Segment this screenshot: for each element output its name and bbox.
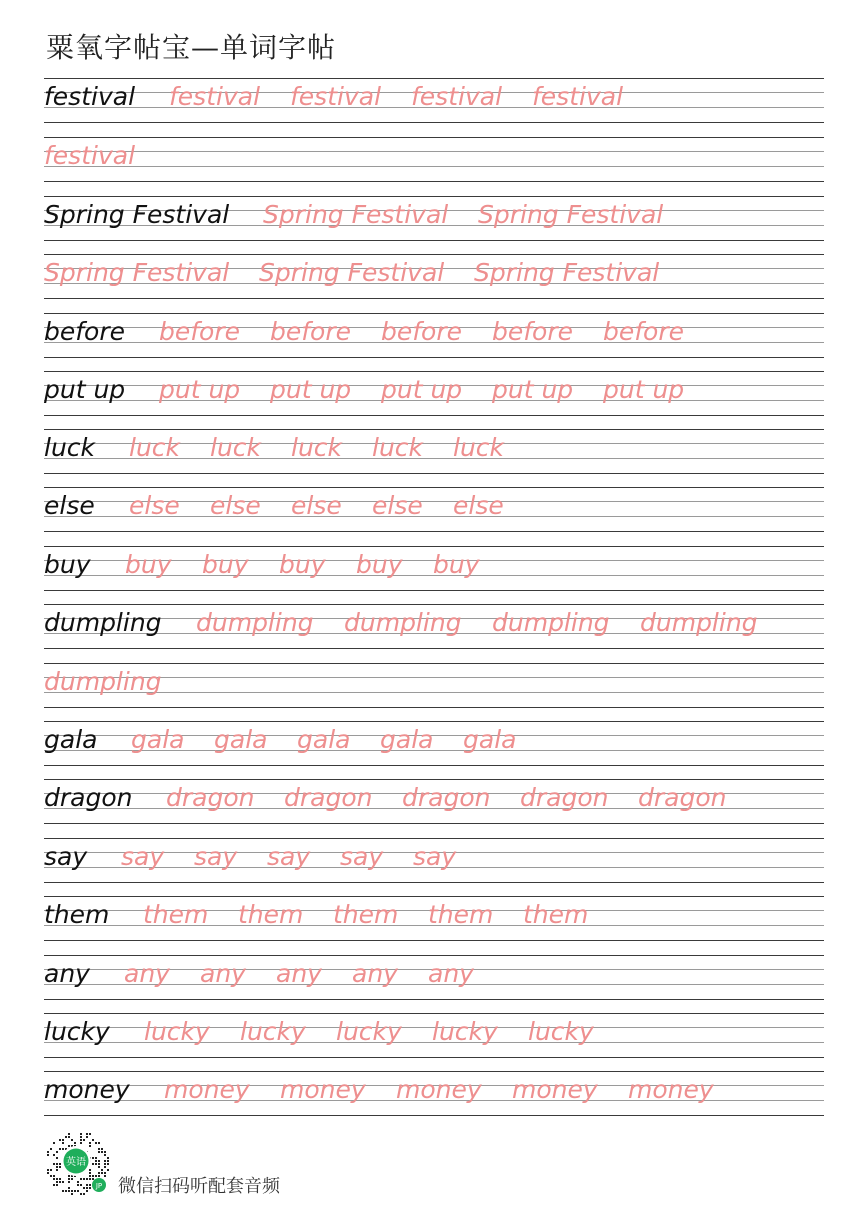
- trace-word: else: [453, 491, 504, 520]
- guide-line: [44, 1013, 824, 1014]
- practice-row: [44, 78, 824, 122]
- trace-word: say: [194, 842, 238, 871]
- guide-line: [44, 196, 824, 197]
- model-word: dragon: [44, 783, 133, 812]
- guide-line: [44, 1057, 824, 1058]
- trace-word: money: [164, 1075, 250, 1104]
- guide-line: [44, 137, 824, 138]
- trace-word: Spring Festival: [259, 258, 445, 287]
- trace-word: luck: [453, 433, 505, 462]
- guide-line: [44, 779, 824, 780]
- practice-row: [44, 487, 824, 531]
- trace-word: gala: [214, 725, 268, 754]
- practice-row: [44, 313, 824, 357]
- trace-word: put up: [381, 375, 463, 404]
- trace-word: buy: [125, 550, 172, 579]
- trace-word: put up: [159, 375, 241, 404]
- trace-word: gala: [297, 725, 351, 754]
- practice-row: [44, 254, 824, 298]
- model-word: before: [44, 317, 126, 346]
- trace-word: them: [143, 900, 209, 929]
- trace-word: buy: [433, 550, 480, 579]
- practice-row: [44, 721, 824, 765]
- trace-word: dragon: [520, 783, 609, 812]
- trace-word: them: [428, 900, 494, 929]
- model-word: else: [44, 491, 95, 520]
- trace-word: dragon: [638, 783, 727, 812]
- scan-hint: 微信扫码听配套音频: [118, 1176, 280, 1197]
- practice-row: [44, 838, 824, 882]
- practice-row: [44, 371, 824, 415]
- trace-word: festival: [169, 82, 261, 111]
- model-word: them: [44, 900, 110, 929]
- guide-line: [44, 1071, 824, 1072]
- guide-line: [44, 240, 824, 241]
- practice-row: [44, 137, 824, 181]
- trace-word: dragon: [402, 783, 491, 812]
- trace-word: else: [129, 491, 180, 520]
- trace-word: buy: [356, 550, 403, 579]
- guide-line: [44, 122, 824, 123]
- trace-word: put up: [603, 375, 685, 404]
- trace-word: put up: [270, 375, 352, 404]
- trace-word: any: [352, 959, 398, 988]
- guide-line: [44, 357, 824, 358]
- trace-word: festival: [411, 82, 503, 111]
- qr-badge-label: 英语: [66, 1157, 86, 1168]
- trace-word: any: [200, 959, 246, 988]
- trace-word: Spring Festival: [474, 258, 660, 287]
- model-word: Spring Festival: [44, 200, 230, 229]
- trace-word: say: [413, 842, 457, 871]
- guide-line: [44, 838, 824, 839]
- trace-word: say: [340, 842, 384, 871]
- practice-row: [44, 604, 824, 648]
- trace-word: before: [492, 317, 574, 346]
- trace-word: lucky: [336, 1017, 402, 1046]
- trace-word: festival: [532, 82, 624, 111]
- guide-line: [44, 371, 824, 372]
- trace-word: any: [428, 959, 474, 988]
- trace-word: lucky: [432, 1017, 498, 1046]
- model-word: festival: [44, 82, 136, 111]
- guide-line: [44, 166, 824, 167]
- practice-row: [44, 546, 824, 590]
- guide-line: [44, 765, 824, 766]
- trace-word: say: [121, 842, 165, 871]
- trace-word: Spring Festival: [44, 258, 230, 287]
- practice-row: [44, 1071, 824, 1115]
- guide-line: [44, 487, 824, 488]
- trace-word: any: [276, 959, 322, 988]
- model-word: any: [44, 959, 90, 988]
- guide-line: [44, 896, 824, 897]
- guide-line: [44, 546, 824, 547]
- trace-word: put up: [492, 375, 574, 404]
- trace-word: money: [512, 1075, 598, 1104]
- trace-word: dragon: [166, 783, 255, 812]
- trace-word: festival: [44, 141, 136, 170]
- trace-word: gala: [463, 725, 517, 754]
- guide-line: [44, 721, 824, 722]
- guide-line: [44, 415, 824, 416]
- trace-word: Spring Festival: [478, 200, 664, 229]
- practice-row: [44, 779, 824, 823]
- qr-code-icon[interactable]: [40, 1126, 112, 1198]
- guide-line: [44, 648, 824, 649]
- trace-word: luck: [129, 433, 181, 462]
- guide-line: [44, 999, 824, 1000]
- trace-word: else: [372, 491, 423, 520]
- trace-word: buy: [279, 550, 326, 579]
- guide-line: [44, 313, 824, 314]
- trace-word: dumpling: [640, 608, 758, 637]
- trace-word: lucky: [528, 1017, 594, 1046]
- practice-row: [44, 663, 824, 707]
- guide-line: [44, 940, 824, 941]
- trace-word: dumpling: [492, 608, 610, 637]
- trace-word: festival: [290, 82, 382, 111]
- page-title: 粟氧字帖宝—单词字帖: [46, 31, 337, 64]
- trace-word: dumpling: [344, 608, 462, 637]
- guide-line: [44, 181, 824, 182]
- trace-word: luck: [372, 433, 424, 462]
- guide-line: [44, 707, 824, 708]
- trace-word: money: [396, 1075, 482, 1104]
- trace-word: Spring Festival: [263, 200, 449, 229]
- trace-word: any: [124, 959, 170, 988]
- model-word: dumpling: [44, 608, 162, 637]
- trace-word: money: [628, 1075, 714, 1104]
- trace-word: luck: [291, 433, 343, 462]
- guide-line: [44, 254, 824, 255]
- guide-line: [44, 590, 824, 591]
- trace-word: say: [267, 842, 311, 871]
- trace-word: before: [270, 317, 352, 346]
- trace-word: dumpling: [44, 667, 162, 696]
- qr-corner-badge: JP: [95, 1182, 103, 1190]
- practice-row: [44, 1013, 824, 1057]
- practice-row: [44, 429, 824, 473]
- trace-word: gala: [380, 725, 434, 754]
- trace-word: buy: [202, 550, 249, 579]
- guide-line: [44, 823, 824, 824]
- model-word: money: [44, 1075, 130, 1104]
- trace-word: them: [333, 900, 399, 929]
- trace-word: dragon: [284, 783, 373, 812]
- model-word: gala: [44, 725, 98, 754]
- guide-line: [44, 882, 824, 883]
- footer: [40, 1126, 440, 1198]
- practice-row: [44, 955, 824, 999]
- trace-word: dumpling: [196, 608, 314, 637]
- guide-line: [44, 531, 824, 532]
- guide-line: [44, 78, 824, 79]
- guide-line: [44, 473, 824, 474]
- trace-word: money: [280, 1075, 366, 1104]
- practice-row: [44, 896, 824, 940]
- trace-word: them: [238, 900, 304, 929]
- guide-line: [44, 298, 824, 299]
- trace-word: luck: [210, 433, 262, 462]
- guide-line: [44, 604, 824, 605]
- trace-word: lucky: [240, 1017, 306, 1046]
- trace-word: them: [523, 900, 589, 929]
- trace-word: else: [291, 491, 342, 520]
- model-word: luck: [44, 433, 96, 462]
- trace-word: lucky: [144, 1017, 210, 1046]
- trace-word: before: [381, 317, 463, 346]
- guide-line: [44, 955, 824, 956]
- trace-word: gala: [131, 725, 185, 754]
- guide-line: [44, 1115, 824, 1116]
- trace-word: before: [603, 317, 685, 346]
- trace-word: before: [159, 317, 241, 346]
- guide-line: [44, 429, 824, 430]
- trace-word: else: [210, 491, 261, 520]
- guide-line: [44, 663, 824, 664]
- model-word: say: [44, 842, 88, 871]
- guide-line: [44, 151, 824, 152]
- model-word: buy: [44, 550, 91, 579]
- model-word: put up: [44, 375, 126, 404]
- practice-row: [44, 196, 824, 240]
- model-word: lucky: [44, 1017, 110, 1046]
